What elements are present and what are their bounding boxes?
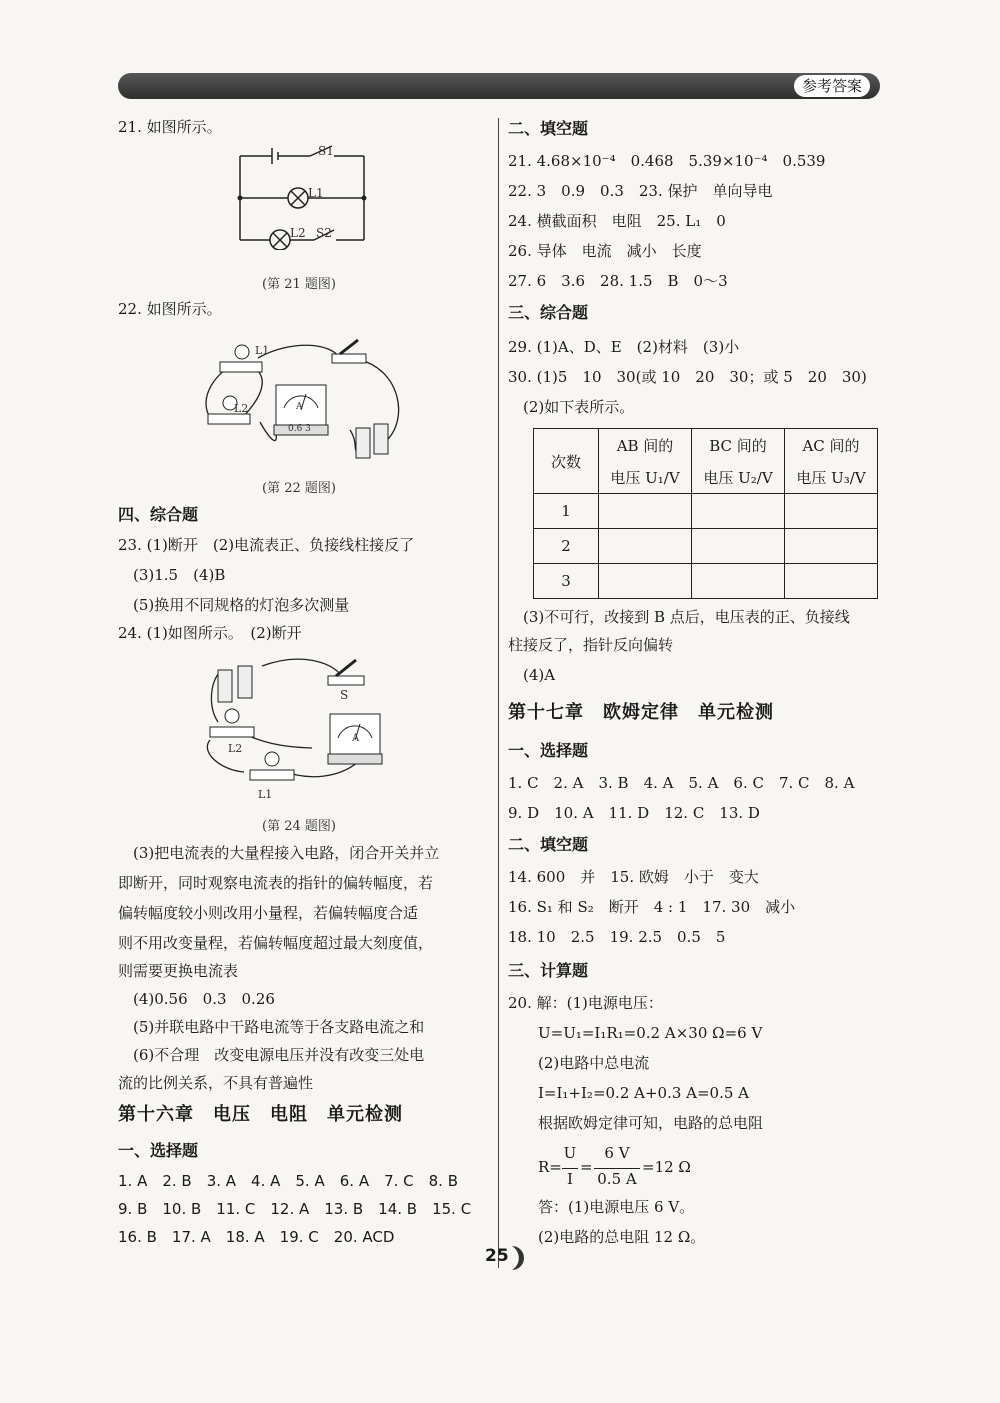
r-q21: 21. 4.68×10⁻⁴ 0.468 5.39×10⁻⁴ 0.539 xyxy=(508,152,826,170)
q24-6-line-1: (6)不合理 改变电源电压并没有改变三处电 xyxy=(133,1046,425,1064)
r-q30-3-line-1: (3)不可行，改接到 B 点后，电压表的正、负接线 xyxy=(523,608,850,626)
fig21-label-l2: L2 xyxy=(290,226,306,240)
q24-3-line-5: 则需要更换电流表 xyxy=(118,962,239,980)
calc-20-eq1: U=U₁=I₁R₁=0.2 A×30 Ω=6 V xyxy=(538,1024,763,1042)
moon-ornament-icon xyxy=(508,1244,532,1272)
table-header-row xyxy=(534,429,878,462)
q24-5-line: (5)并联电路中干路电流等于各支路电流之和 xyxy=(133,1018,425,1036)
fig21-label-l1: L1 xyxy=(308,186,324,200)
page-number: 25 xyxy=(485,1246,509,1266)
q23-line-2: (3)1.5 (4)B xyxy=(133,566,226,584)
q24-3-line-3: 偏转幅度较小则改用小量程，若偏转幅度合适 xyxy=(118,904,419,922)
r-q30-2: (2)如下表所示。 xyxy=(523,398,635,416)
chapter-16-title: 第十六章 电压 电阻 单元检测 xyxy=(118,1104,403,1125)
eq3-num1: U xyxy=(563,1144,577,1162)
fig24-label-l1: L1 xyxy=(258,788,273,801)
q24-line-1: 24. (1)如图所示。 (2)断开 xyxy=(118,624,302,642)
header-bar xyxy=(118,73,880,99)
r-q26: 26. 导体 电流 减小 长度 xyxy=(508,242,702,260)
r-q30-1: 30. (1)5 10 30(或 10 20 30；或 5 20 30) xyxy=(508,368,867,386)
table-row xyxy=(534,529,878,564)
q24-3-line-2: 即断开，同时观察电流表的指针的偏转幅度，若 xyxy=(118,874,434,892)
ch17-fill-18: 18. 10 2.5 19. 2.5 0.5 5 xyxy=(508,928,726,946)
r-q22: 22. 3 0.9 0.3 23. 保护 单向导电 xyxy=(508,182,773,200)
table-header-count: 次数 xyxy=(534,429,599,494)
calc-20-part3: 根据欧姆定律可知，电路的总电阻 xyxy=(538,1114,764,1132)
q24-3-line-4: 则不用改变量程，若偏转幅度超过最大刻度值， xyxy=(118,934,434,952)
table-cell-index: 2 xyxy=(534,529,599,564)
ch16-section-1-heading: 一、选择题 xyxy=(118,1141,199,1160)
fig21-label-s1: S1 xyxy=(318,144,334,158)
calc-20-part2: (2)电路中总电流 xyxy=(538,1054,650,1072)
chapter-17-title: 第十七章 欧姆定律 单元检测 xyxy=(508,702,774,723)
fig22-label-l2: L2 xyxy=(234,402,249,415)
r-q24: 24. 横截面积 电阻 25. L₁ 0 xyxy=(508,212,726,230)
physical-circuit-24 xyxy=(200,652,390,792)
calc-20-answer-1: 答：(1)电源电压 6 V。 xyxy=(538,1198,695,1216)
table-header-bc-top: BC 间的 xyxy=(692,429,785,462)
ch17-fill-16: 16. S₁ 和 S₂ 断开 4 : 1 17. 30 减小 xyxy=(508,898,796,916)
fig24-label-s: S xyxy=(340,688,349,702)
ch17-section-3-heading: 三、计算题 xyxy=(508,961,589,980)
q21-text: 21. 如图所示。 xyxy=(118,118,222,136)
eq3-fraction-bar-2 xyxy=(594,1168,640,1169)
eq3-rhs: =12 Ω xyxy=(642,1158,691,1176)
table-header-ab-bottom: 电压 U₁/V xyxy=(599,461,692,494)
voltage-table xyxy=(533,428,878,599)
section-4-heading: 四、综合题 xyxy=(118,505,199,524)
r-q27: 27. 6 3.6 28. 1.5 B 0～3 xyxy=(508,272,728,290)
ch16-answers-row-1: 1. A 2. B 3. A 4. A 5. A 6. A 7. C 8. B xyxy=(118,1172,458,1190)
ch17-section-1-heading: 一、选择题 xyxy=(508,741,589,760)
fig24-label-l2: L2 xyxy=(228,742,243,755)
table-header-ab-top: AB 间的 xyxy=(599,429,692,462)
fig22-caption: (第 22 题图) xyxy=(262,481,336,496)
fig24-caption: (第 24 题图) xyxy=(262,819,336,834)
ch17-section-2-heading: 二、填空题 xyxy=(508,835,589,854)
eq3-num2: 6 V xyxy=(604,1144,630,1162)
fig22-meter-label: A xyxy=(296,402,303,412)
eq3-lhs: R= xyxy=(538,1158,562,1176)
calc-20-eq2: I=I₁+I₂=0.2 A+0.3 A=0.5 A xyxy=(538,1084,750,1102)
table-row xyxy=(534,564,878,599)
right-section-2-heading: 二、填空题 xyxy=(508,119,589,138)
q24-4-line: (4)0.56 0.3 0.26 xyxy=(133,990,275,1008)
fig21-label-s2: S2 xyxy=(316,226,332,240)
calc-20-answer-2: (2)电路的总电阻 12 Ω。 xyxy=(538,1228,706,1246)
table-cell-index: 1 xyxy=(534,494,599,529)
fig24-meter-label: A xyxy=(352,733,360,744)
column-divider xyxy=(498,118,499,1268)
eq3-den2: 0.5 A xyxy=(597,1170,637,1188)
r-q30-4: (4)A xyxy=(523,666,556,684)
table-header-ac-top: AC 间的 xyxy=(785,429,878,462)
r-q29: 29. (1)A、D、E (2)材料 (3)小 xyxy=(508,338,740,356)
table-cell-index: 3 xyxy=(534,564,599,599)
calc-20-intro: 20. 解：(1)电源电压： xyxy=(508,994,663,1012)
ch17-answers-row-2: 9. D 10. A 11. D 12. C 13. D xyxy=(508,804,760,822)
table-header-bc-bottom: 电压 U₂/V xyxy=(692,461,785,494)
eq3-equals: = xyxy=(580,1158,593,1176)
ch16-answers-row-3: 16. B 17. A 18. A 19. C 20. ACD xyxy=(118,1228,395,1246)
fig22-label-l1: L1 xyxy=(255,344,270,357)
q23-line-3: (5)换用不同规格的灯泡多次测量 xyxy=(133,596,350,614)
table-header-ac-bottom: 电压 U₃/V xyxy=(785,461,878,494)
eq3-den1: I xyxy=(567,1170,573,1188)
ch17-fill-14: 14. 600 并 15. 欧姆 小于 变大 xyxy=(508,868,759,886)
header-label: 参考答案 xyxy=(794,75,870,97)
q23-line-1: 23. (1)断开 (2)电流表正、负接线柱接反了 xyxy=(118,536,415,554)
ch16-answers-row-2: 9. B 10. B 11. C 12. A 13. B 14. B 15. C xyxy=(118,1200,472,1218)
fig22-scale-label: 0.6 3 xyxy=(288,424,311,434)
r-q30-3-line-2: 柱接反了，指针反向偏转 xyxy=(508,636,674,654)
physical-circuit-22 xyxy=(200,330,420,465)
q24-6-line-2: 流的比例关系，不具有普遍性 xyxy=(118,1074,314,1092)
fig21-caption: (第 21 题图) xyxy=(262,277,336,292)
table-row xyxy=(534,494,878,529)
q24-3-line-1: (3)把电流表的大量程接入电路，闭合开关并立 xyxy=(133,844,440,862)
q22-text: 22. 如图所示。 xyxy=(118,300,222,318)
right-section-3-heading: 三、综合题 xyxy=(508,303,589,322)
eq3-fraction-bar-1 xyxy=(562,1168,578,1169)
ch17-answers-row-1: 1. C 2. A 3. B 4. A 5. A 6. C 7. C 8. A xyxy=(508,774,855,792)
